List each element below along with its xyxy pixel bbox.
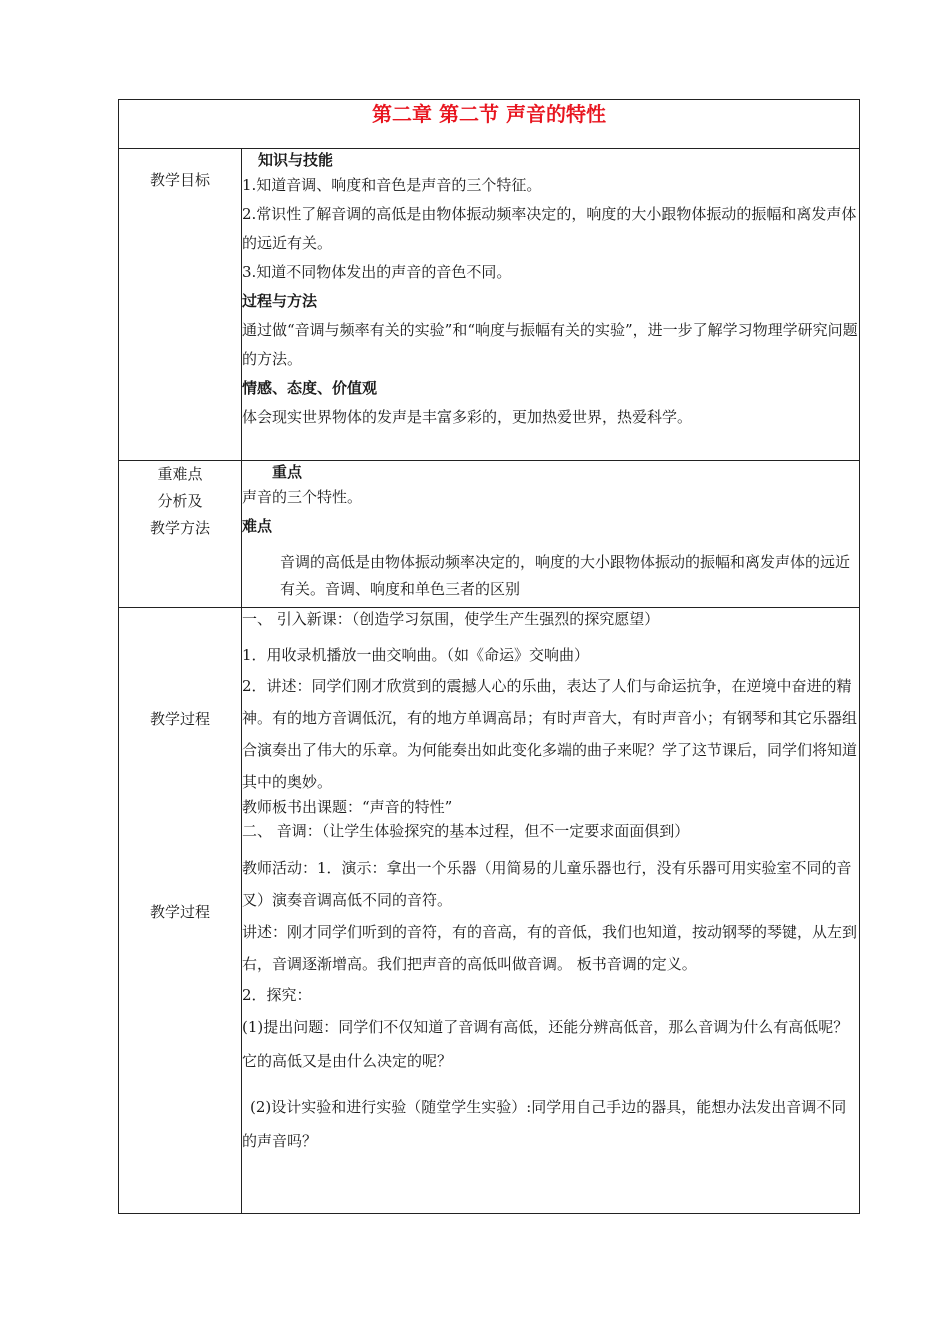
hard-heading: 难点 [242, 517, 273, 535]
lesson-plan-table [118, 99, 860, 1214]
section-heading: 情感、态度、价值观 [242, 379, 378, 397]
section-heading: 过程与方法 [242, 292, 318, 310]
title-cell [119, 100, 860, 149]
process-line: 一、 引入新课：（创造学习氛围，使学生产生强烈的探究愿望） [242, 610, 660, 628]
page-title: 第二章 第二节 声音的特性 [372, 102, 606, 126]
process-line: 2．讲述：同学们刚才欣赏到的震撼人心的乐曲，表达了人们与命运抗争，在逆境中奋进的精神。有的地方音调低沉，有的地方单调高昂；有时声音大，有时声音小；有钢琴和其它乐器组合演奏出了伟大的乐章。为何能奏出如此变化多端的曲子来呢？学了这节课后，同学们将知道其中的奥妙。 [242, 677, 858, 791]
keypoints-label-2: 分析及 [157, 492, 203, 510]
objective-line: 2.常识性了解音调的高低是由物体振动频率决定的，响度的大小跟物体振动的振幅和离发声体的远近有关。 [242, 205, 857, 252]
process-line: 1．用收录机播放一曲交响曲。（如《命运》交响曲） [242, 646, 590, 664]
key-text: 声音的三个特性。 [242, 488, 363, 506]
process-label-2: 教学过程 [149, 903, 210, 921]
process-line: 教师活动：1．演示：拿出一个乐器（用简易的儿童乐器也行，没有乐器可用实验室不同的音叉）演奏音调高低不同的音符。 [242, 859, 852, 909]
process-line: 二、 音调：（让学生体验探究的基本过程，但不一定要求面面俱到） [242, 822, 690, 840]
hard-text [242, 541, 859, 603]
process-label-1: 教学过程 [149, 710, 210, 728]
keypoints-content [242, 461, 860, 608]
keypoints-label-3: 教学方法 [149, 519, 210, 537]
keypoints-label-1: 重难点 [157, 465, 203, 483]
hard-text-content: 音调的高低是由物体振动频率决定的，响度的大小跟物体振动的振幅和离发声体的远近有关。音调、响度和单色三者的区别 [280, 553, 851, 598]
process-line: 2．探究： [242, 986, 312, 1004]
key-heading: 重点 [272, 463, 303, 481]
objectives-label: 教学目标 [149, 171, 210, 189]
section-heading: 知识与技能 [258, 151, 334, 169]
process-line: (1)提出问题：同学们不仅知道了音调有高低，还能分辨高低音，那么音调为什么有高低呢？它的高低又是由什么决定的呢？ [242, 1018, 849, 1070]
process-line: 教师板书出课题：“声音的特性” [242, 798, 453, 816]
objectives-label-cell [119, 149, 242, 461]
process-content [242, 608, 860, 1214]
keypoints-label-cell [119, 461, 242, 608]
process-line: 讲述：刚才同学们听到的音符，有的音高，有的音低，我们也知道，按动钢琴的琴键，从左到右，音调逐渐增高。我们把声音的高低叫做音调。 板书音调的定义。 [242, 923, 858, 973]
objective-line: 3.知道不同物体发出的声音的音色不同。 [242, 263, 512, 281]
objectives-content [242, 149, 860, 461]
process-label-cell [119, 608, 242, 1214]
objective-line: 通过做“音调与频率有关的实验”和“响度与振幅有关的实验”，进一步了解学习物理学研究问题的方法。 [242, 321, 858, 368]
objective-line: 1.知道音调、响度和音色是声音的三个特征。 [242, 176, 542, 194]
objective-line: 体会现实世界物体的发声是丰富多彩的，更加热爱世界，热爱科学。 [242, 408, 693, 426]
process-line: (2)设计实验和进行实验（随堂学生实验）:同学用自己手边的器具，能想办法发出音调不同的声音吗？ [242, 1098, 847, 1150]
